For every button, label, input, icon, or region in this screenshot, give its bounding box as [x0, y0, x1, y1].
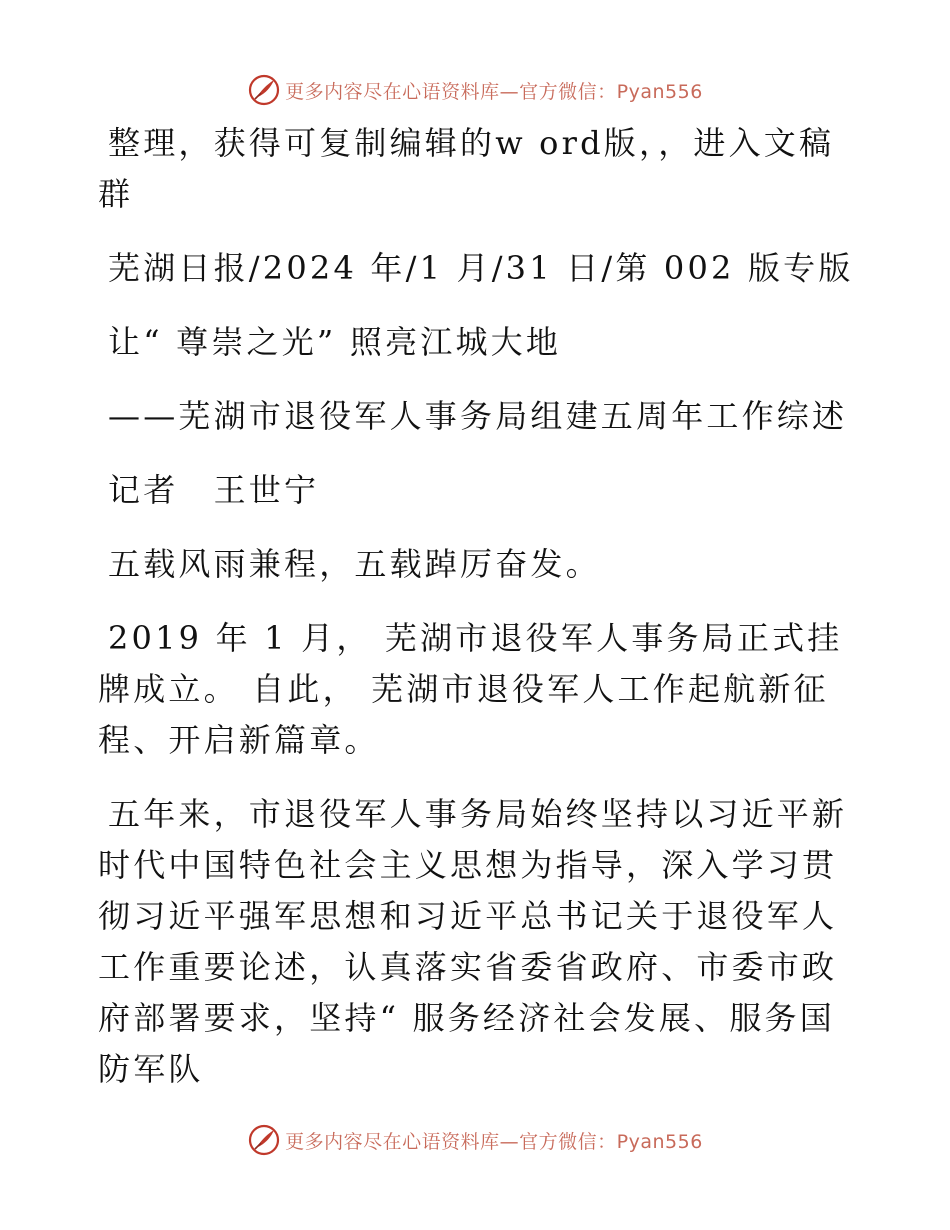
byline: 记者 王世宁: [108, 471, 320, 509]
body-paragraph: 2019 年 1 月， 芜湖市退役军人事务局正式挂牌成立。 自此， 芜湖市退役军人工作起航新征程、开启新篇章。: [98, 619, 843, 759]
feather-pen-logo-icon: [247, 73, 281, 107]
intro-line: 整理，获得可复制编辑的w ord版，，进入文稿群: [98, 124, 835, 213]
body-paragraph: 五载风雨兼程，五载踔厉奋发。: [108, 545, 601, 583]
article-subtitle: ——芜湖市退役军人事务局组建五周年工作综述: [108, 397, 848, 435]
watermark-text: 更多内容尽在心语资料库—官方微信：Pyan556: [285, 1130, 703, 1153]
article-title: 让“ 尊崇之光” 照亮江城大地: [108, 323, 562, 361]
footer-watermark-banner: [0, 1120, 950, 1160]
source-line: 芜湖日报/2024 年/1 月/31 日/第 002 版专版: [108, 249, 854, 287]
watermark-text: 更多内容尽在心语资料库—官方微信：Pyan556: [285, 80, 703, 103]
document-body: [98, 118, 858, 1118]
body-paragraph: 五年来，市退役军人事务局始终坚持以习近平新时代中国特色社会主义思想为指导，深入学习贯彻习近平强军思想和习近平总书记关于退役军人工作重要论述，认真落实省委省政府、市委市政府部署要求，坚持“ 服务经济社会发展、服务国防军队: [98, 795, 848, 1088]
header-watermark-banner: [0, 70, 950, 110]
feather-pen-logo-icon: [247, 1123, 281, 1157]
